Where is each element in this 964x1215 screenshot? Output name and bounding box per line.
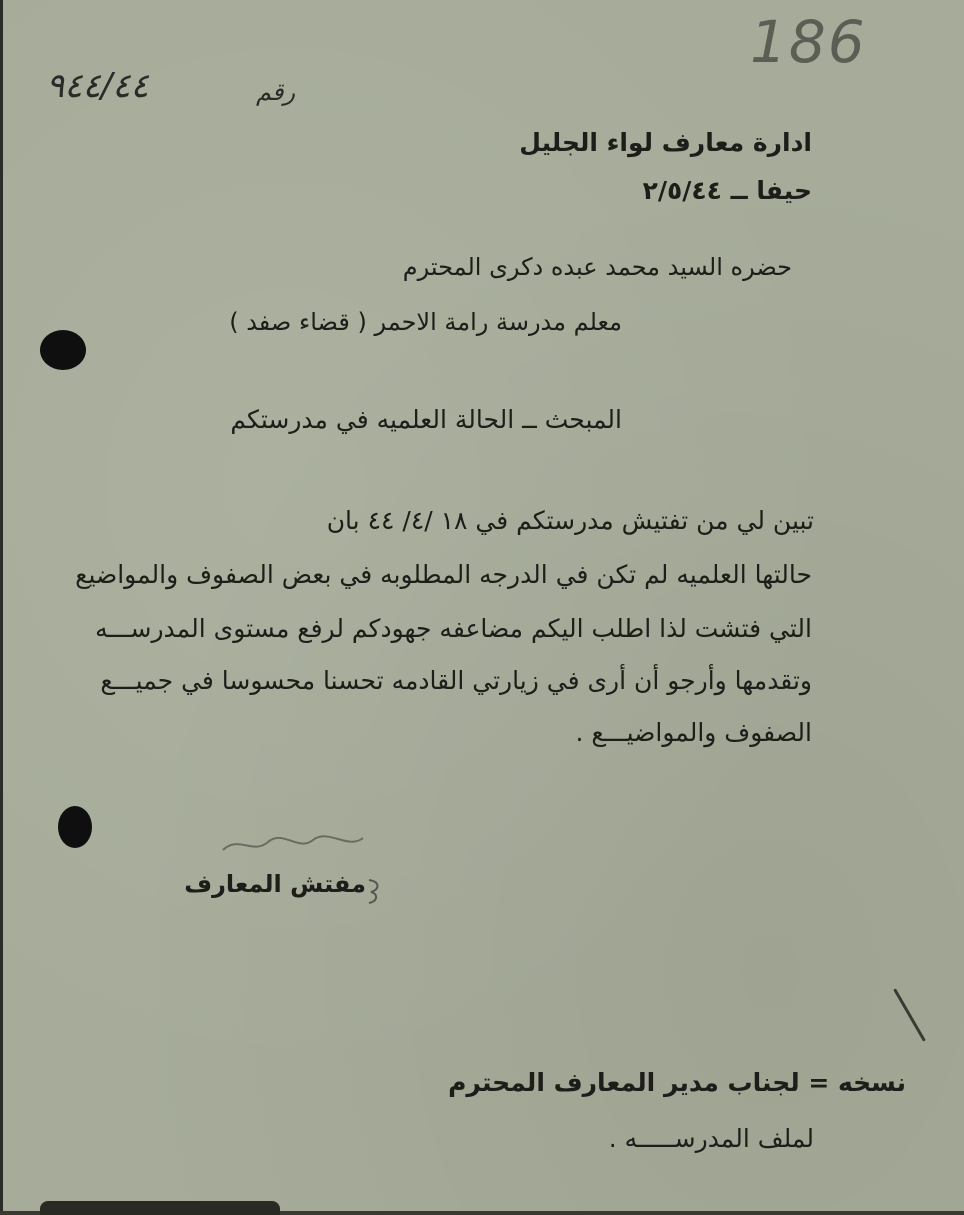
body-line: الصفوف والمواضيـــع . [575,718,812,747]
body-line: تبين لي من تفتيش مدرستكم في ١٨ /٤/ ٤٤ بان [326,506,814,535]
body-line: وتقدمها وأرجو أن أرى في زيارتي القادمه تحسنا محسوسا في جميـــع [100,666,812,695]
punch-hole-bottom [58,806,92,848]
page-left-edge [0,0,3,1215]
body-line: التي فتشت لذا اطلب اليكم مضاعفه جهودكم لرفع مستوى المدرســـه [95,614,812,643]
recipient-role: معلم مدرسة رامة الاحمر ( قضاء صفد ) [229,308,622,336]
reference-label: رقم [256,78,296,106]
copy-to-file-line: لملف المدرســـــه . [608,1124,814,1153]
paper-crease-mark [893,988,926,1041]
recipient-name: حضره السيد محمد عبده دكرى المحترم [402,253,792,281]
page-bottom-shadow [40,1201,280,1215]
signature-title: مفتش المعارف [184,870,366,898]
punch-hole-top [40,330,86,370]
archive-stamp-number: 186 [750,8,867,76]
place-date: حيفا ــ ٢/٥/٤٤ [642,176,812,205]
signature-mark [365,876,385,906]
subject-line: المبحث ــ الحالة العلميه في مدرستكم [230,405,622,434]
reference-number: ٩٤٤/٤٤ [46,66,149,106]
copy-to-line: نسخه = لجناب مدير المعارف المحترم [448,1068,906,1097]
office-title: ادارة معارف لواء الجليل [519,128,812,157]
body-line: حالتها العلميه لم تكن في الدرجه المطلوبه في بعض الصفوف والمواضيع [75,560,812,589]
signature-scribble [218,830,368,860]
